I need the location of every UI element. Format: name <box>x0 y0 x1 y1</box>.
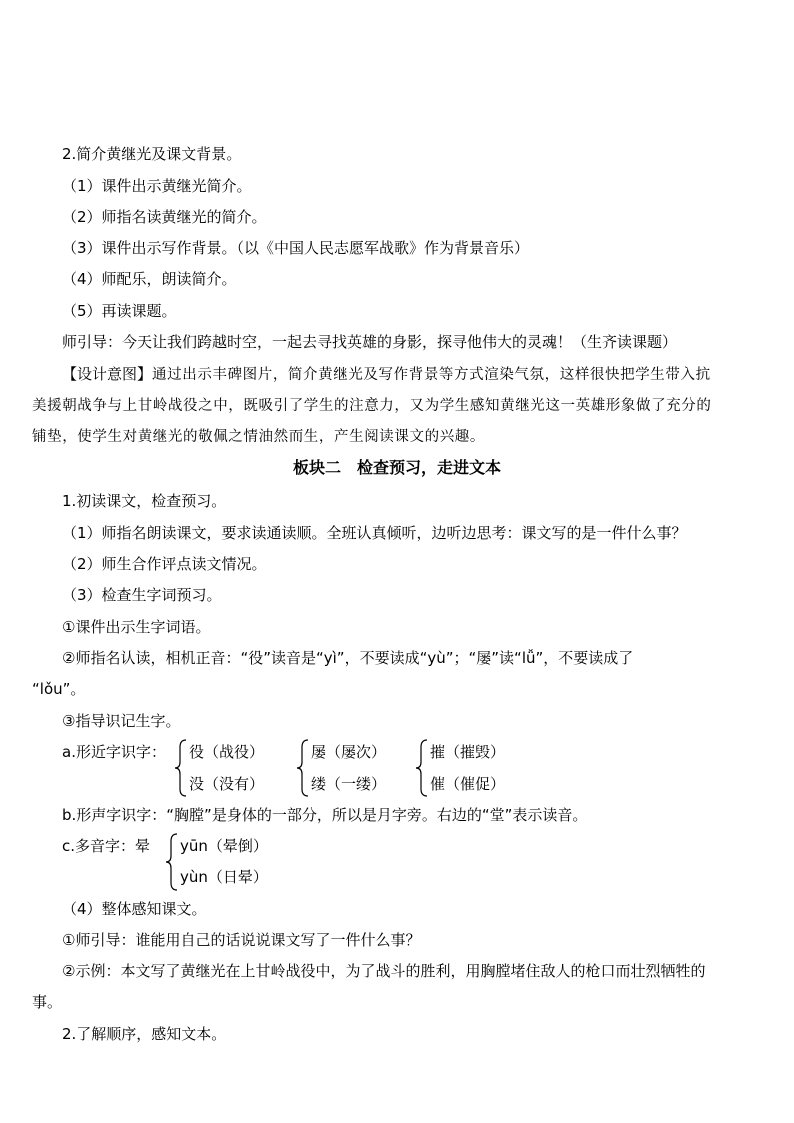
step-4: （4）师配乐，朗读简介。 <box>62 270 237 288</box>
design-intent-line-1 <box>62 364 711 385</box>
preview-sub-2-line-1: ②师指名认读，相机正音：“役”读音是“yì”，不要读成“yù”；“屡”读“lǚ”，不要读成了 <box>62 649 634 667</box>
preview-step-3: （3）检查生字词预习。 <box>62 586 222 604</box>
brace-icon <box>296 739 310 797</box>
brace-icon <box>415 739 429 797</box>
overall-sub-2-line-2: 事。 <box>32 993 63 1011</box>
overall-step-4: （4）整体感知课文。 <box>62 900 207 918</box>
shape-group-3-item-2: 催（催促） <box>430 775 506 793</box>
teacher-guide: 师引导：今天让我们跨越时空，一起去寻找英雄的身影，探寻他伟大的灵魂！（生齐读课题） <box>62 333 678 351</box>
polyphonic-label: c.多音字：晕 <box>62 837 151 855</box>
preview-step-2: （2）师生合作评点读文情况。 <box>62 555 267 573</box>
overall-sub-1: ①师引导：谁能用自己的话说说课文写了一件什么事？ <box>62 931 421 949</box>
section-heading: 板块二 检查预习，走进文本 <box>292 458 501 477</box>
brace-icon <box>165 833 179 891</box>
shape-label: a.形近字识字： <box>62 743 166 761</box>
design-intent-line-3: 铺垫，使学生对黄继光的敬佩之情油然而生，产生阅读课文的兴趣。 <box>32 429 485 445</box>
design-intent-label: 【设计意图】 <box>62 365 153 383</box>
step-2: （2）师指名读黄继光的简介。 <box>62 208 267 226</box>
shape-group-3-item-1: 摧（摧毁） <box>430 743 506 761</box>
item-title-order: 2.了解顺序，感知文本。 <box>62 1025 227 1043</box>
preview-step-1: （1）师指名朗读课文，要求读通读顺。全班认真倾听，边听边思考：课文写的是一件什么事？ <box>62 524 687 542</box>
step-3: （3）课件出示写作背景。（以《中国人民志愿军战歌》作为背景音乐） <box>62 239 530 257</box>
design-intent-text-1: 通过出示丰碑图片，简介黄继光及写作背景等方式渲染气氛，这样很快把学生带入抗 <box>152 367 711 383</box>
design-intent-line-2: 美援朝战争与上甘岭战役之中，既吸引了学生的注意力，又为学生感知黄继光这一英雄形象做了充分的 <box>32 398 712 414</box>
overall-sub-2-line-1: ②示例：本文写了黄继光在上甘岭战役中，为了战斗的胜利，用胸膛堵住敌人的枪口而壮烈牺牲的 <box>62 962 706 980</box>
polyphonic-reading-1: yūn（晕倒） <box>180 837 268 855</box>
preview-sub-1: ①课件出示生字词语。 <box>62 618 211 636</box>
step-1: （1）课件出示黄继光简介。 <box>62 177 252 195</box>
preview-sub-2-line-2: “lǒu”。 <box>32 680 86 698</box>
shape-group-2-item-2: 缕（一缕） <box>311 775 387 793</box>
item-title-intro-background: 2.简介黄继光及课文背景。 <box>62 145 242 163</box>
brace-icon <box>174 739 188 797</box>
shape-group-2-item-1: 屡（屡次） <box>311 743 387 761</box>
phonetic-radical-note: b.形声字识字：“胸膛”是身体的一部分，所以是月字旁。右边的“堂”表示读音。 <box>62 806 588 824</box>
step-5: （5）再读课题。 <box>62 302 177 320</box>
shape-group-1-item-1: 役（战役） <box>189 743 265 761</box>
preview-sub-3: ③指导识记生字。 <box>62 712 181 730</box>
polyphonic-reading-2: yùn（日晕） <box>180 868 268 886</box>
shape-group-1-item-2: 没（没有） <box>189 775 265 793</box>
item-title-preview: 1.初读课文，检查预习。 <box>62 492 227 510</box>
